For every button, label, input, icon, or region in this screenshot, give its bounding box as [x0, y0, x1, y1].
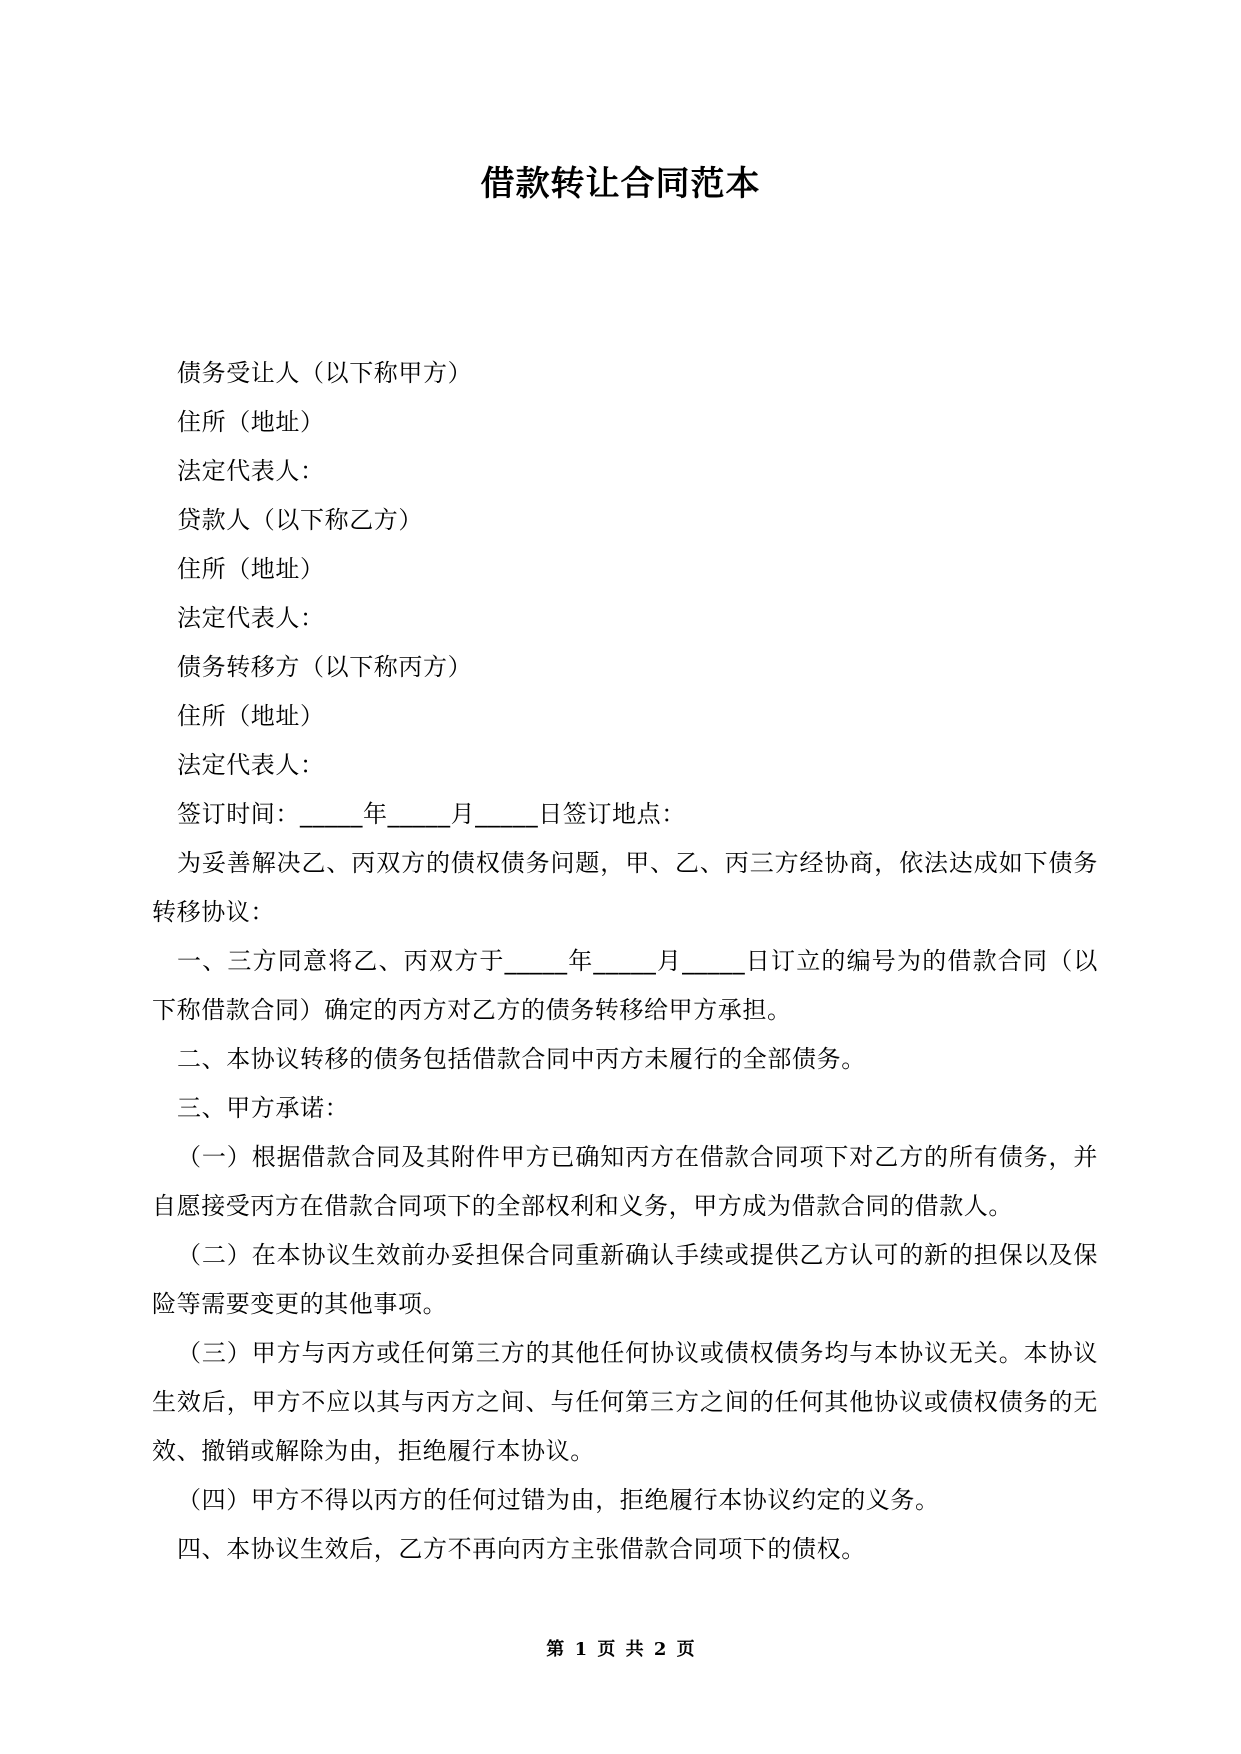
party-b-representative: 法定代表人：	[177, 604, 325, 632]
clause-3-item-4: （四）甲方不得以丙方的任何过错为由，拒绝履行本协议约定的义务。	[177, 1486, 940, 1514]
party-a-representative: 法定代表人：	[177, 457, 325, 485]
party-c-heading: 债务转移方（以下称丙方）	[177, 653, 473, 681]
party-a-heading: 债务受让人（以下称甲方）	[177, 359, 473, 387]
party-c-representative: 法定代表人：	[177, 751, 325, 779]
clause-2: 二、本协议转移的债务包括借款合同中丙方未履行的全部债务。	[177, 1045, 866, 1073]
clause-3: 三、甲方承诺：	[177, 1094, 350, 1122]
document-body	[152, 349, 1098, 1574]
clause-3-item-3: （三）甲方与丙方或任何第三方的其他任何协议或债权债务均与本协议无关。本协议生效后，甲方不应以其与丙方之间、与任何第三方之间的任何其他协议或债权债务的无效、撤销或解除为由，拒绝履行本协议。	[152, 1339, 1098, 1465]
party-b-heading: 贷款人（以下称乙方）	[177, 506, 423, 534]
page-number-footer: 第 1 页 共 2 页	[546, 1639, 695, 1660]
clause-3-item-1: （一）根据借款合同及其附件甲方已确知丙方在借款合同项下对乙方的所有债务，并自愿接受丙方在借款合同项下的全部权利和义务，甲方成为借款合同的借款人。	[152, 1143, 1098, 1220]
party-c-address: 住所（地址）	[177, 702, 325, 730]
signing-date-place: 签订时间：_____年_____月_____日签订地点：	[177, 800, 686, 828]
preamble-paragraph: 为妥善解决乙、丙双方的债权债务问题，甲、乙、丙三方经协商，依法达成如下债务转移协议：	[152, 849, 1098, 926]
clause-3-item-2: （二）在本协议生效前办妥担保合同重新确认手续或提供乙方认可的新的担保以及保险等需要变更的其他事项。	[152, 1241, 1098, 1318]
party-a-address: 住所（地址）	[177, 408, 325, 436]
clause-4: 四、本协议生效后，乙方不再向丙方主张借款合同项下的债权。	[177, 1535, 866, 1563]
document-title: 借款转让合同范本	[480, 164, 761, 204]
clause-1: 一、三方同意将乙、丙双方于_____年_____月_____日订立的编号为的借款合同（以下称借款合同）确定的丙方对乙方的债务转移给甲方承担。	[152, 947, 1098, 1024]
party-b-address: 住所（地址）	[177, 555, 325, 583]
